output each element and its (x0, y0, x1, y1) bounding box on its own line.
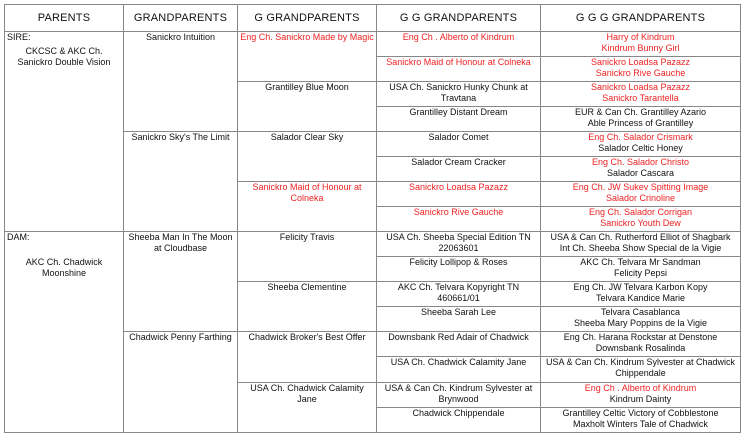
sire-name: CKCSC & AKC Ch. Sanickro Double Vision (17, 46, 111, 67)
dam-gp1-gg2: Sheeba Clementine (238, 282, 377, 332)
sire-gp2-gg1-ggg1: Salador Comet (377, 132, 541, 157)
ggg-dam: Sheeba Mary Poppins de la Vigie (574, 318, 707, 328)
sire-label: SIRE: (7, 32, 31, 42)
ggg-sire: EUR & Can Ch. Grantilley Azario (574, 107, 707, 117)
sire-gp2-gg2: Sanickro Maid of Honour at Colneka (238, 182, 377, 232)
sire-gp1-gg1-ggg1: Eng Ch . Alberto of Kindrum (377, 32, 541, 57)
ggg-dam: Downsbank Rosalinda (595, 343, 686, 353)
header-gg-grandparents: G G GRANDPARENTS (377, 5, 541, 32)
dam-gp2-gg1-ggg1-parents (541, 332, 741, 357)
sire-gp2-gg1-ggg2-parents (541, 157, 741, 182)
sire-gp2-gg1: Salador Clear Sky (238, 132, 377, 182)
header-g-grandparents: G GRANDPARENTS (238, 5, 377, 32)
sire-gp1-gg2-ggg2: Grantilley Distant Dream (377, 107, 541, 132)
dam-gp1: Sheeba Man In The Moon at Cloudbase (124, 232, 238, 332)
dam-gp2-gg2-ggg1-parents (541, 383, 741, 408)
dam-gp2-gg2: USA Ch. Chadwick Calamity Jane (238, 383, 377, 433)
dam-gp1-gg1: Felicity Travis (238, 232, 377, 282)
sire-gp2-gg2-ggg1: Sanickro Loadsa Pazazz (377, 182, 541, 207)
header-grandparents: GRANDPARENTS (124, 5, 238, 32)
dam-gp2-gg1-ggg2: USA Ch. Chadwick Calamity Jane (377, 357, 541, 383)
dam-gp1-gg1-ggg2-parents (541, 257, 741, 282)
sire-gp1: Sanickro Intuition (124, 32, 238, 132)
pedigree-table (4, 4, 741, 433)
dam-gp2: Chadwick Penny Farthing (124, 332, 238, 433)
ggg-sire: Eng Ch. Salador Crismark (588, 132, 693, 142)
ggg-dam: Telvara Kandice Marie (595, 293, 686, 303)
ggg-dam: Salador Crinoline (605, 193, 676, 203)
ggg-sire: Eng Ch. JW Telvara Karbon Kopy (573, 282, 708, 292)
dam-gp1-gg2-ggg2-parents (541, 307, 741, 332)
ggg-sire: AKC Ch. Telvara Mr Sandman (580, 257, 701, 267)
header-row (5, 5, 741, 32)
sire-gp2: Sanickro Sky's The Limit (124, 132, 238, 232)
dam-gp1-gg2-ggg1-parents (541, 282, 741, 307)
ggg-sire: Sanickro Loadsa Pazazz (590, 57, 691, 67)
ggg-sire: Grantilley Celtic Victory of Cobblestone (562, 408, 719, 418)
sire-cell (5, 32, 124, 232)
dam-gp2-gg2-ggg2-parents (541, 408, 741, 433)
ggg-sire: Sanickro Loadsa Pazazz (590, 82, 691, 92)
dam-gp2-gg1-ggg2-parents (541, 357, 741, 383)
ggg-sire: USA & Can Ch. Rutherford Elliot of Shagbark (550, 232, 731, 242)
ggg-sire: Harry of Kindrum (606, 32, 675, 42)
sire-gp1-gg2-ggg2-parents (541, 107, 741, 132)
sire-gp1-gg1-ggg2: Sanickro Maid of Honour at Colneka (377, 57, 541, 82)
dam-gp1-gg1-ggg1: USA Ch. Sheeba Special Edition TN 22063601 (377, 232, 541, 257)
dam-label: DAM: (7, 232, 30, 242)
dam-gp1-gg2-ggg1: AKC Ch. Telvara Kopyright TN 460661/01 (377, 282, 541, 307)
sire-gp2-gg2-ggg2-parents (541, 207, 741, 232)
ggg-dam: Salador Celtic Honey (598, 143, 683, 153)
ggg-sire: Telvara Casablanca (600, 307, 681, 317)
ggg-dam: Maxholt Winters Tale of Chadwick (573, 419, 708, 429)
sire-gp2-gg2-ggg1-parents (541, 182, 741, 207)
dam-name: AKC Ch. Chadwick Moonshine (25, 257, 103, 278)
sire-gp2-gg1-ggg2: Salador Cream Cracker (377, 157, 541, 182)
ggg-dam: Int Ch. Sheeba Show Special de la Vigie (559, 243, 722, 253)
sire-gp1-gg1: Eng Ch. Sanickro Made by Magic (238, 32, 377, 82)
sire-gp2-gg2-ggg2: Sanickro Rive Gauche (377, 207, 541, 232)
dam-gp2-gg2-ggg2: Chadwick Chippendale (377, 408, 541, 433)
ggg-dam: Felicity Pepsi (613, 268, 667, 278)
sire-gp2-gg1-ggg1-parents (541, 132, 741, 157)
ggg-dam: Kindrum Bunny Girl (601, 43, 680, 53)
dam-gp1-gg1-ggg1-parents (541, 232, 741, 257)
sire-gp1-gg2: Grantilley Blue Moon (238, 82, 377, 132)
ggg-sire: Eng Ch. Harana Rockstar at Denstone (563, 332, 718, 342)
pedigree-chart (4, 4, 741, 433)
ggg-dam: Kindrum Dainty (609, 394, 672, 404)
ggg-sire: Eng Ch. Salador Christo (591, 157, 690, 167)
sire-gp1-gg1-ggg1-parents (541, 32, 741, 57)
header-parents: PARENTS (5, 5, 124, 32)
dam-gp1-gg2-ggg2: Sheeba Sarah Lee (377, 307, 541, 332)
dam-gp2-gg1-ggg1: Downsbank Red Adair of Chadwick (377, 332, 541, 357)
ggg-sire: Eng Ch. JW Sukev Spitting Image (572, 182, 709, 192)
ggg-dam: Sanickro Tarantella (602, 93, 679, 103)
dam-gp2-gg1: Chadwick Broker's Best Offer (238, 332, 377, 383)
ggg-dam: Sanickro Youth Dew (600, 218, 681, 228)
dam-gp2-gg2-ggg1: USA & Can Ch. Kindrum Sylvester at Brynwood (377, 383, 541, 408)
ggg-sire: USA & Can Ch. Kindrum Sylvester at Chadwick Chippendale (545, 357, 736, 378)
ggg-dam: Salador Cascara (606, 168, 675, 178)
ggg-sire: Eng Ch . Alberto of Kindrum (584, 383, 697, 393)
sire-gp1-gg1-ggg2-parents (541, 57, 741, 82)
dam-cell (5, 232, 124, 433)
ggg-dam: Able Princess of Grantilley (587, 118, 694, 128)
sire-gp1-gg2-ggg1: USA Ch. Sanickro Hunky Chunk at Travtana (377, 82, 541, 107)
sire-gp1-gg2-ggg1-parents (541, 82, 741, 107)
dam-gp1-gg1-ggg2: Felicity Lollipop & Roses (377, 257, 541, 282)
ggg-sire: Eng Ch. Salador Corrigan (588, 207, 693, 217)
header-ggg-grandparents: G G G GRANDPARENTS (541, 5, 741, 32)
ggg-dam: Sanickro Rive Gauche (595, 68, 686, 78)
